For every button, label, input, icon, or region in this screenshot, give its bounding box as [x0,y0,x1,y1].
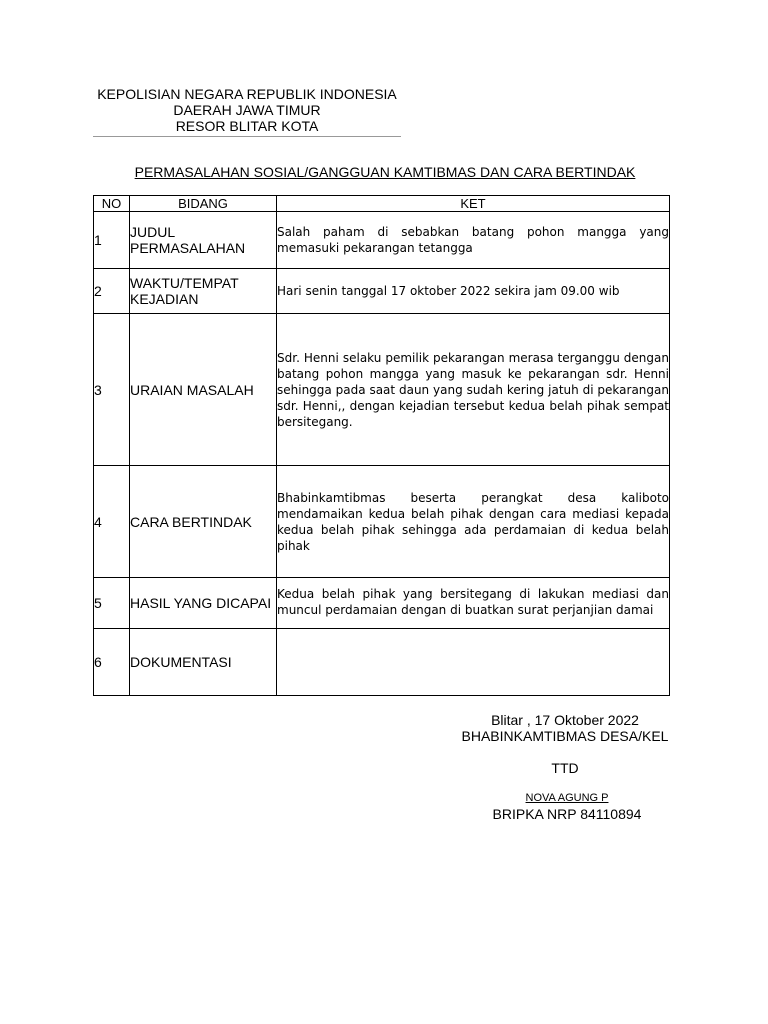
table-header-row [94,196,670,212]
header-no: NO [94,196,130,212]
table-row [94,314,670,466]
row-ket: Kedua belah pihak yang bersitegang di lakukan mediasi dan muncul perdamaian dengan di buatkan surat perjanjian damai [277,578,670,629]
signature-ttd: TTD [551,760,579,776]
row-number: 4 [94,466,130,578]
row-ket: Sdr. Henni selaku pemilik pekarangan merasa terganggu dengan batang pohon mangga yang masuk ke pekarangan sdr. Henni sehingga pada saat daun yang sudah kering jatuh di pekarangan sdr. Henni,, dengan kejadian tersebut kedua belah pihak sempat bersitegang. [277,314,670,466]
signature-position: BHABINKAMTIBMAS DESA/KEL [461,728,669,744]
row-number: 2 [94,269,130,314]
header-bidang: BIDANG [130,196,277,212]
row-bidang: CARA BERTINDAK [130,466,277,578]
row-number: 5 [94,578,130,629]
row-number: 6 [94,629,130,696]
row-ket: Hari senin tanggal 17 oktober 2022 sekira jam 09.00 wib [277,269,670,314]
signature-name: NOVA AGUNG P [525,792,609,804]
row-number: 3 [94,314,130,466]
report-table [93,195,670,696]
table-row [94,269,670,314]
table-row [94,466,670,578]
table-row [94,212,670,269]
row-ket: Salah paham di sebabkan batang pohon mangga yang memasuki pekarangan tetangga [277,212,670,269]
row-bidang: WAKTU/TEMPAT KEJADIAN [130,269,277,314]
row-bidang: DOKUMENTASI [130,629,277,696]
row-ket [277,629,670,696]
letterhead-line-3: RESOR BLITAR KOTA [175,118,319,134]
row-bidang: HASIL YANG DICAPAI [130,578,277,629]
document-title: PERMASALAHAN SOSIAL/GANGGUAN KAMTIBMAS DAN CARA BERTINDAK [134,164,636,180]
row-bidang: URAIAN MASALAH [130,314,277,466]
table-row [94,629,670,696]
letterhead-line-2: DAERAH JAWA TIMUR [173,102,321,118]
letterhead [93,86,401,137]
header-ket: KET [277,196,670,212]
row-ket: Bhabinkamtibmas beserta perangkat desa kaliboto mendamaikan kedua belah pihak dengan cara mediasi kepada kedua belah pihak sehingga ada perdamaian di kedua belah pihak [277,466,670,578]
signature-place-date: Blitar , 17 Oktober 2022 [491,712,639,728]
letterhead-line-1: KEPOLISIAN NEGARA REPUBLIK INDONESIA [97,86,397,102]
row-number: 1 [94,212,130,269]
row-bidang: JUDUL PERMASALAHAN [130,212,277,269]
signature-rank: BRIPKA NRP 84110894 [492,806,642,822]
table-row [94,578,670,629]
